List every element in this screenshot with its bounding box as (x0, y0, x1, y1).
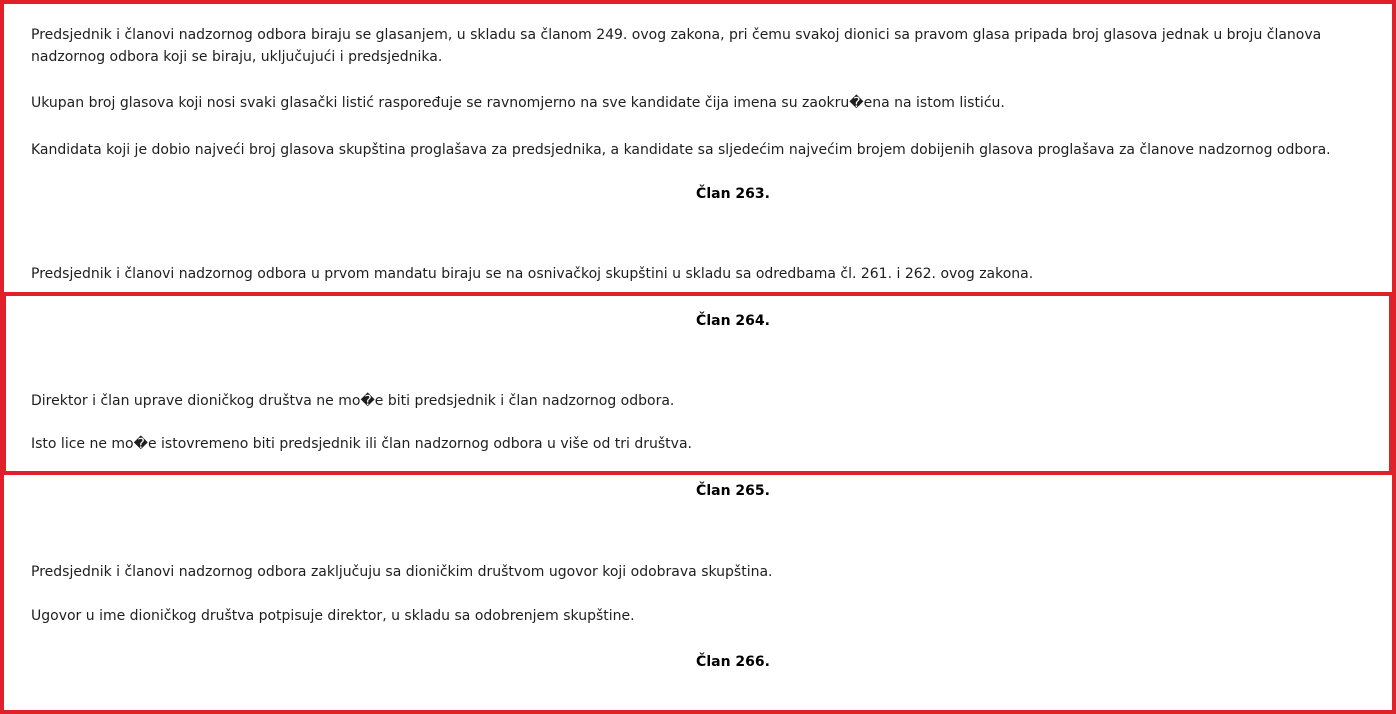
paragraph-262-1: Predsjednik i članovi nadzornog odbora biraju se glasanjem, u skladu sa članom 249. ovog zakona, pri čemu svakoj dionici sa pravom glasa pripada broj glasova jednak u broju članova nadzornog odbora koji se biraju, uključujući i predsjednika. (31, 27, 1322, 65)
paragraph-264-2: Isto lice ne mo�e istovremeno biti predsjednik ili član nadzornog odbora u više od tri društva. (31, 436, 692, 452)
paragraph-263-1: Predsjednik i članovi nadzornog odbora u prvom mandatu biraju se na osnivačkoj skupštini u skladu sa odredbama čl. 261. i 262. ovog zakona. (31, 266, 1034, 282)
paragraph-262-2: Ukupan broj glasova koji nosi svaki glasački listić raspoređuje se ravnomjerno na sve kandidate čija imena su zaokru�ena na istom listiću. (31, 95, 1005, 111)
article-heading-265: Član 265. (696, 483, 770, 499)
paragraph-264-1: Direktor i član uprave dioničkog društva ne mo�e biti predsjednik i član nadzornog odbora. (31, 393, 675, 409)
paragraph-265-1: Predsjednik i članovi nadzornog odbora zaključuju sa dioničkim društvom ugovor koji odobrava skupština. (31, 564, 773, 580)
article-heading-263: Član 263. (696, 186, 770, 202)
paragraph-265-2: Ugovor u ime dioničkog društva potpisuje direktor, u skladu sa odobrenjem skupštine. (31, 608, 635, 624)
article-heading-264: Član 264. (696, 313, 770, 329)
article-heading-266: Član 266. (696, 654, 770, 670)
paragraph-262-3: Kandidata koji je dobio najveći broj glasova skupština proglašava za predsjednika, a kandidate sa sljedećim najvećim brojem dobijenih glasova proglašava za članove nadzornog odbora. (31, 142, 1331, 158)
